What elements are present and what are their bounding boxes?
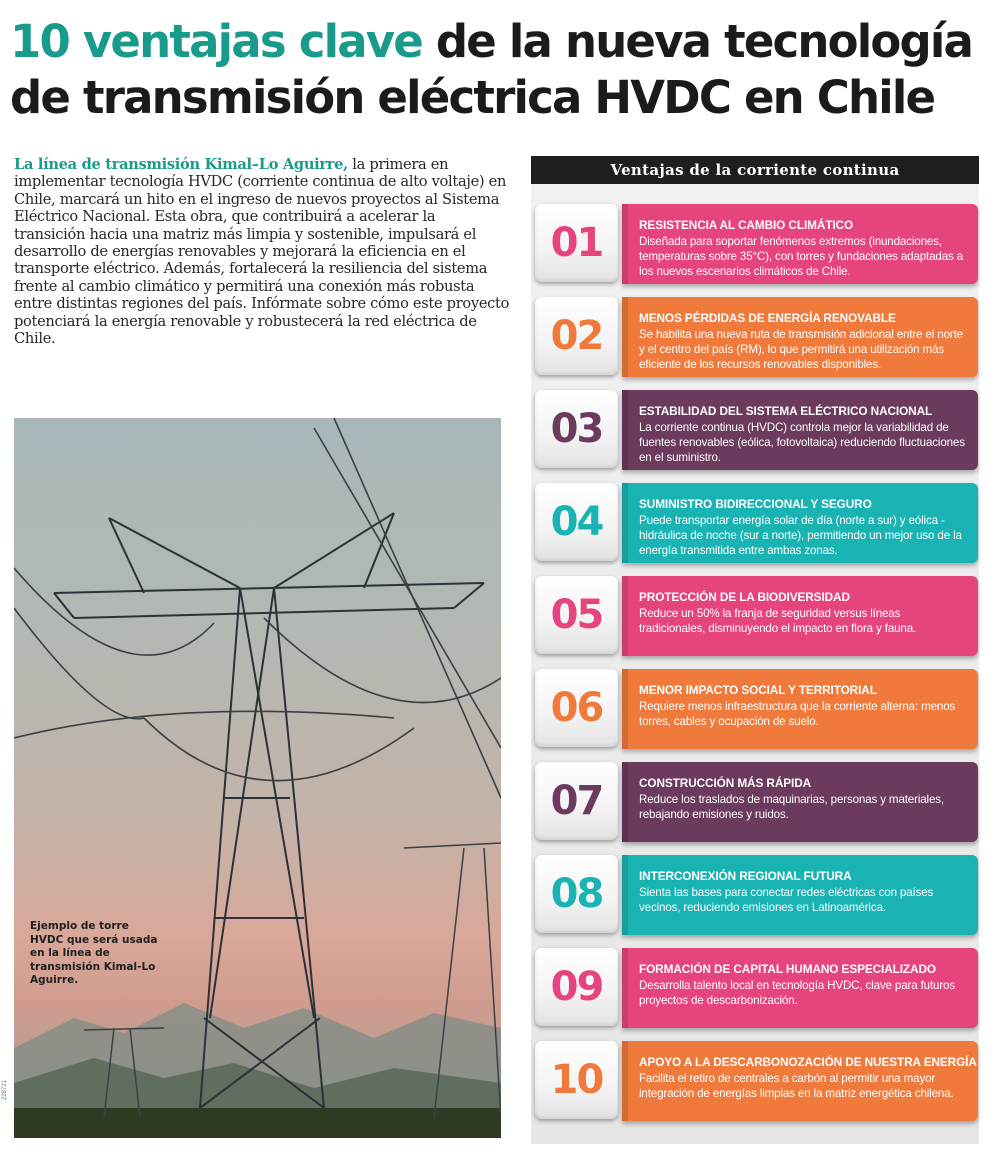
advantage-item — [531, 384, 980, 477]
advantage-desc: Requiere menos infraestructura que la corriente alterna: menos torres, cables y ocupación de suelo. — [639, 700, 956, 728]
advantages-list — [531, 198, 980, 1128]
advantage-title: ESTABILIDAD DEL SISTEMA ELÉCTRICO NACIONAL — [639, 404, 933, 418]
advantage-item — [531, 291, 980, 384]
advantage-item — [531, 1035, 980, 1128]
advantage-bar — [622, 948, 978, 1028]
intro-paragraph — [14, 156, 510, 347]
advantage-title: MENOR IMPACTO SOCIAL Y TERRITORIAL — [639, 683, 877, 697]
headline-rest: de la nueva tecnología de transmisión eléctrica HVDC en Chile — [10, 15, 973, 124]
advantage-bar — [622, 390, 978, 470]
advantage-desc: Sienta las bases para conectar redes eléctricas con países vecinos, reduciendo emisiones en Latinoamérica. — [639, 886, 934, 914]
side-code: 228721 — [2, 1079, 8, 1100]
advantage-item — [531, 756, 980, 849]
advantage-number: 01 — [535, 204, 618, 282]
advantage-number: 04 — [535, 483, 618, 561]
advantage-number: 09 — [535, 948, 618, 1026]
advantage-title: CONSTRUCCIÓN MÁS RÁPIDA — [639, 776, 812, 790]
advantage-bar — [622, 204, 978, 284]
headline — [10, 14, 995, 126]
advantage-item — [531, 198, 980, 291]
advantage-desc: Se habilita una nueva ruta de transmisión adicional entre el norte y el centro del país (RM), lo que permitirá una utilización más eficiente de los recursos renovables disponibles. — [639, 328, 963, 371]
advantage-bar — [622, 1041, 978, 1121]
advantage-item — [531, 570, 980, 663]
advantage-bar — [622, 483, 978, 563]
advantage-title: INTERCONEXIÓN REGIONAL FUTURA — [639, 869, 852, 883]
advantage-bar — [622, 855, 978, 935]
advantage-number: 07 — [535, 762, 618, 840]
advantage-desc: Facilita el retiro de centrales a carbón al permitir una mayor integración de energías limpias en la matriz energética chilena. — [639, 1072, 954, 1100]
advantage-desc: La corriente continua (HVDC) controla mejor la variabilidad de fuentes renovables (eólica, fotovoltaica) reduciendo fluctuaciones en el suministro. — [639, 421, 965, 464]
advantage-desc: Puede transportar energía solar de día (norte a sur) y eólica - hidráulica de noche (sur a norte), permitiendo un mejor uso de la energía transmitida entre ambas zonas. — [639, 514, 962, 557]
advantage-title: FORMACIÓN DE CAPITAL HUMANO ESPECIALIZADO — [639, 962, 936, 976]
advantage-title: PROTECCIÓN DE LA BIODIVERSIDAD — [639, 590, 850, 604]
tower-illustration — [14, 418, 501, 1138]
advantage-item — [531, 849, 980, 942]
advantages-header: Ventajas de la corriente continua — [531, 156, 979, 184]
advantage-title: SUMINISTRO BIDIRECCIONAL Y SEGURO — [639, 497, 872, 511]
advantage-bar — [622, 762, 978, 842]
advantage-bar — [622, 576, 978, 656]
advantage-number: 10 — [535, 1041, 618, 1119]
advantage-desc: Diseñada para soportar fenómenos extremos (inundaciones, temperaturas sobre 35°C), con torres y fundaciones adaptadas a los nuevos escenarios climáticos de Chile. — [639, 235, 964, 278]
advantage-desc: Reduce un 50% la franja de seguridad versus líneas tradicionales, disminuyendo el impacto en flora y fauna. — [639, 607, 917, 635]
intro-body: la primera en implementar tecnología HVDC (corriente continua de alto voltaje) en Chile, marcará un hito en el ingreso de nuevos proyectos al Sistema Eléctrico Nacional. Esta obra, que contribuirá a acelerar la transición hacia una matriz más limpia y sostenible, impulsará el desarrollo de energías renovables y mejorará la eficiencia en el transporte eléctrico. Además, fortalecerá la resiliencia del sistema frente al cambio climático y permitirá una conexión más robusta entre distintas regiones del país. Infórmate sobre cómo este proyecto potenciará la energía renovable y robustecerá la red eléctrica de Chile. — [14, 156, 510, 348]
headline-accent: 10 ventajas clave — [10, 15, 423, 68]
advantage-bar — [622, 297, 978, 377]
intro-lead: La línea de transmisión Kimal–Lo Aguirre, — [14, 156, 348, 173]
advantage-item — [531, 477, 980, 570]
advantage-item — [531, 942, 980, 1035]
photo-caption: Ejemplo de torre HVDC que será usada en la línea de transmisión Kimal-Lo Aguirre. — [30, 920, 158, 986]
advantage-desc: Reduce los traslados de maquinarias, personas y materiales, rebajando emisiones y ruidos. — [639, 793, 944, 821]
advantage-number: 06 — [535, 669, 618, 747]
advantage-title: RESISTENCIA AL CAMBIO CLIMÁTICO — [639, 218, 854, 232]
advantage-number: 02 — [535, 297, 618, 375]
advantage-title: MENOS PÉRDIDAS DE ENERGÍA RENOVABLE — [639, 311, 896, 325]
advantage-number: 03 — [535, 390, 618, 468]
advantage-title: APOYO A LA DESCARBONOZACIÓN DE NUESTRA ENERGÍA — [639, 1055, 977, 1069]
tower-photo — [14, 418, 501, 1138]
advantage-number: 05 — [535, 576, 618, 654]
advantage-number: 08 — [535, 855, 618, 933]
advantage-desc: Desarrolla talento local en tecnología HVDC, clave para futuros proyectos de descarbonización. — [639, 979, 955, 1007]
advantage-bar — [622, 669, 978, 749]
advantage-item — [531, 663, 980, 756]
